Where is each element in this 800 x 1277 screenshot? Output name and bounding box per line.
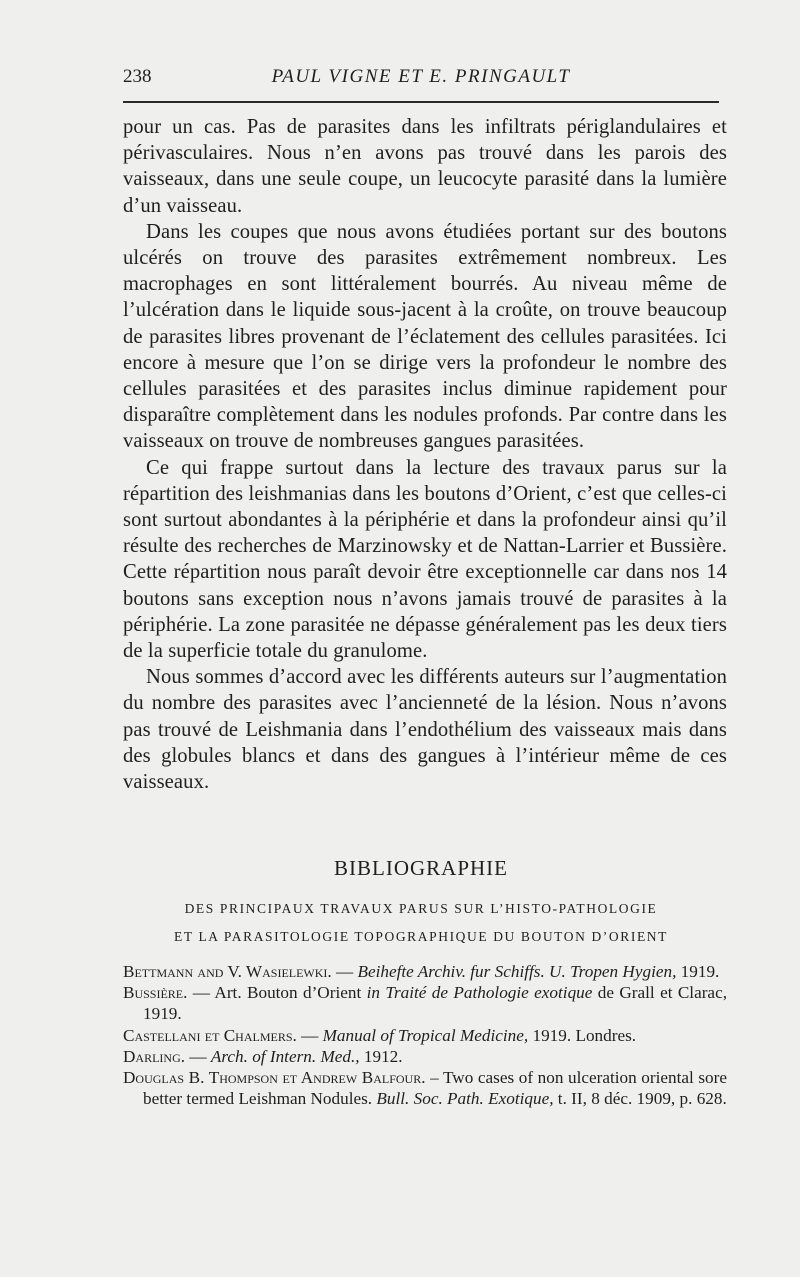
page-header bbox=[123, 66, 719, 100]
reference-title: Beihefte Archiv. fur Schiffs. U. Tropen Hygien, bbox=[357, 962, 677, 981]
reference-details: t. II, 8 déc. 1909, p. 628. bbox=[553, 1089, 727, 1109]
reference-authors: Bettmann and V. Wasielewki. bbox=[123, 962, 332, 981]
reference-authors: Castellani et Chalmers. bbox=[123, 1025, 297, 1045]
header-rule bbox=[123, 101, 719, 103]
reference-item bbox=[123, 961, 727, 982]
bibliography-subtitle: DES PRINCIPAUX TRAVAUX PARUS SUR L’HISTO-PATHOLOGIE bbox=[184, 901, 658, 916]
reference-item bbox=[123, 1025, 727, 1046]
reference-title: in Traité de Pathologie exotique bbox=[366, 983, 593, 1003]
reference-separator: — Art. Bouton d’Orient bbox=[187, 983, 367, 1003]
reference-separator: – Two cases of non ulceration oriental sore better termed Leishman Nodules. bbox=[143, 1068, 728, 1109]
reference-title: Arch. of Intern. Med., bbox=[210, 1046, 360, 1066]
bibliography-title: BIBLIOGRAPHIE bbox=[334, 856, 508, 880]
page-number: 238 bbox=[123, 66, 152, 87]
reference-authors: Douglas B. Thompson et Andrew Balfour. bbox=[123, 1068, 426, 1088]
paragraph: Ce qui frappe surtout dans la lecture des travaux parus sur la répartition des leishmanias dans les boutons d’Orient, c’est que celles-ci sont surtout abondantes à la périphérie et dans la profondeur ainsi qu’il résulte des recherches de Marzinowsky et de Nattan-Larrier et Bussière. Cette répartition nous paraît devoir être exceptionnelle car dans nos 14 boutons sans exception nous n’avons jamais trouvé de parasites à la périphérie. La zone parasitée ne dépasse généralement pas les deux tiers de la superficie totale du granulome. bbox=[123, 456, 727, 663]
reference-separator: — bbox=[331, 962, 358, 981]
paragraph: Nous sommes d’accord avec les différents auteurs sur l’augmentation du nombre des parasites avec l’ancienneté de la lésion. Nous n’avons pas trouvé de Leishmania dans l’endothélium des vaisseaux mais dans des globules blancs et dans des gangues à l’intérieur même de ces vaisseaux. bbox=[123, 666, 727, 794]
reference-title: Bull. Soc. Path. Exotique, bbox=[376, 1089, 554, 1109]
reference-details: 1919. Londres. bbox=[528, 1025, 637, 1045]
paragraph: pour un cas. Pas de parasites dans les infiltrats périglandulaires et périvasculaires. Nous n’en avons pas trouvé dans les parois des vaisseaux, dans une seule coupe, un leucocyte parasité dans la lumière d’un vaisseau. bbox=[123, 116, 727, 217]
reference-list bbox=[123, 961, 727, 1109]
reference-separator: — bbox=[185, 1046, 211, 1066]
reference-authors: Darling. bbox=[123, 1046, 186, 1066]
reference-item bbox=[123, 1067, 727, 1109]
paragraph: Dans les coupes que nous avons étudiées portant sur des boutons ulcérés on trouve des parasites extrêmement nombreux. Les macrophages en sont littéralement bourrés. Au niveau même de l’ulcération dans le liquide sous-jacent à la croûte, on trouve beaucoup de parasites libres provenant de l’éclatement des cellules parasitées. Ici encore à mesure que l’on se dirige vers la profondeur le nombre des cellules parasitées et des parasites inclus diminue rapidement pour disparaître complètement dans les nodules profonds. Par contre dans les vaisseaux on trouve de nombreuses gangues parasitées. bbox=[123, 220, 727, 453]
running-title: PAUL VIGNE ET E. PRINGAULT bbox=[271, 66, 571, 87]
reference-item bbox=[123, 982, 727, 1024]
reference-details: 1912. bbox=[359, 1046, 403, 1066]
reference-details: de Grall et Clarac, 1919. bbox=[143, 983, 727, 1024]
body-text bbox=[123, 114, 727, 795]
reference-title: Manual of Tropical Medicine, bbox=[322, 1025, 529, 1045]
reference-details: 1919. bbox=[676, 962, 720, 981]
bibliography-subtitle: ET LA PARASITOLOGIE TOPOGRAPHIQUE DU BOUTON D’ORIENT bbox=[174, 929, 668, 944]
reference-separator: — bbox=[296, 1025, 323, 1045]
reference-authors: Bussière. bbox=[123, 983, 188, 1003]
reference-item bbox=[123, 1046, 727, 1067]
